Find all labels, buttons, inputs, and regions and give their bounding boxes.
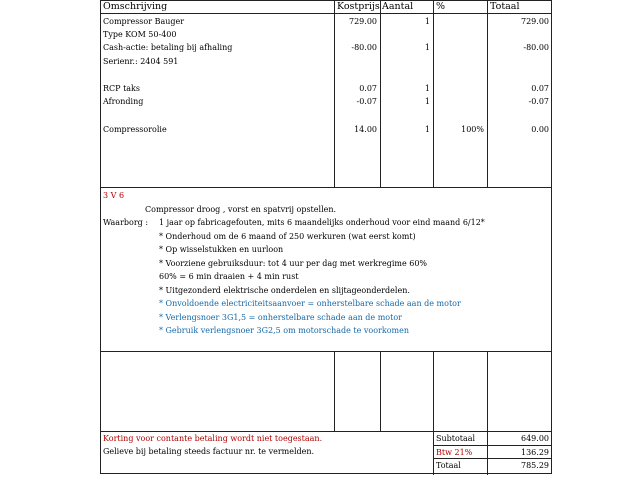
line-price: -80.00 bbox=[351, 43, 377, 52]
header-total: Totaal bbox=[490, 1, 520, 12]
vat-label: Btw 21% bbox=[436, 448, 473, 457]
line-description: RCP taks bbox=[103, 84, 141, 93]
invoice-reference-note: Gelieve bij betaling steeds factuur nr. te vermelden. bbox=[103, 447, 315, 456]
line-description: Type KOM 50-400 bbox=[103, 30, 177, 39]
line-total: -80.00 bbox=[523, 43, 549, 52]
column-divider bbox=[487, 351, 488, 475]
grand-total-value: 785.29 bbox=[521, 461, 549, 470]
line-quantity: 1 bbox=[424, 97, 430, 106]
line-total: 0.00 bbox=[531, 125, 549, 134]
warranty-line: * Voorziene gebruiksduur: tot 4 uur per dag met werkregime 60% bbox=[159, 259, 428, 268]
column-divider bbox=[433, 1, 434, 187]
line-price: 14.00 bbox=[354, 125, 377, 134]
items-bottom-border bbox=[101, 187, 551, 188]
product-code: 3 V 6 bbox=[103, 191, 125, 200]
subtotal-separator bbox=[433, 445, 551, 446]
electrical-warning: * Verlengsnoer 3G1,5 = onherstelbare schade aan de motor bbox=[159, 313, 402, 322]
warranty-line: 60% = 6 min draaien + 4 min rust bbox=[159, 272, 299, 281]
grand-total-label: Totaal bbox=[436, 461, 461, 470]
line-quantity: 1 bbox=[424, 84, 430, 93]
line-description: Afronding bbox=[103, 97, 144, 106]
header-quantity: Aantal bbox=[382, 1, 414, 12]
vat-separator bbox=[433, 458, 551, 459]
invoice-table bbox=[100, 0, 552, 474]
electrical-warning: * Onvoldoende electriciteitsaanvoer = onherstelbare schade aan de motor bbox=[159, 299, 461, 308]
header-unit-price: Kostprijs bbox=[337, 1, 380, 12]
notes-bottom-border bbox=[101, 351, 551, 352]
warranty-line: 1 jaar op fabricagefouten, mits 6 maandelijks onderhoud voor eind maand 6/12* bbox=[159, 218, 485, 227]
column-divider bbox=[487, 1, 488, 187]
vat-value: 136.29 bbox=[521, 448, 549, 457]
discount-note: Korting voor contante betaling wordt niet toegestaan. bbox=[103, 434, 323, 443]
header-separator bbox=[101, 13, 551, 14]
line-total: 0.07 bbox=[531, 84, 549, 93]
storage-note: Compressor droog , vorst en spatvrij opstellen. bbox=[145, 205, 337, 214]
line-quantity: 1 bbox=[424, 17, 430, 26]
line-quantity: 1 bbox=[424, 125, 430, 134]
subtotal-label: Subtotaal bbox=[436, 434, 476, 443]
line-price: 729.00 bbox=[349, 17, 377, 26]
warranty-label: Waarborg : bbox=[103, 218, 149, 227]
line-description: Serienr.: 2404 591 bbox=[103, 57, 179, 66]
subtotal-value: 649.00 bbox=[521, 434, 549, 443]
line-total: -0.07 bbox=[528, 97, 549, 106]
warranty-line: * Op wisselstukken en uurloon bbox=[159, 245, 284, 254]
line-price: -0.07 bbox=[356, 97, 377, 106]
column-divider bbox=[334, 351, 335, 431]
electrical-warning: * Gebruik verlengsnoer 3G2,5 om motorschade te voorkomen bbox=[159, 326, 409, 335]
column-divider bbox=[334, 1, 335, 187]
line-total: 729.00 bbox=[521, 17, 549, 26]
footer-top-border bbox=[101, 431, 551, 432]
line-price: 0.07 bbox=[359, 84, 377, 93]
warranty-line: * Uitgezonderd elektrische onderdelen en slijtageonderdelen. bbox=[159, 286, 410, 295]
header-description: Omschrijving bbox=[103, 1, 168, 12]
warranty-line: * Onderhoud om de 6 maand of 250 werkuren (wat eerst komt) bbox=[159, 232, 416, 241]
header-percent: % bbox=[436, 1, 446, 12]
line-description: Cash-actie: betaling bij afhaling bbox=[103, 43, 233, 52]
column-divider bbox=[433, 351, 434, 475]
line-description: Compressorolie bbox=[103, 125, 167, 134]
line-quantity: 1 bbox=[424, 43, 430, 52]
column-divider bbox=[380, 351, 381, 431]
line-description: Compressor Bauger bbox=[103, 17, 185, 26]
line-percent: 100% bbox=[461, 125, 484, 134]
column-divider bbox=[380, 1, 381, 187]
